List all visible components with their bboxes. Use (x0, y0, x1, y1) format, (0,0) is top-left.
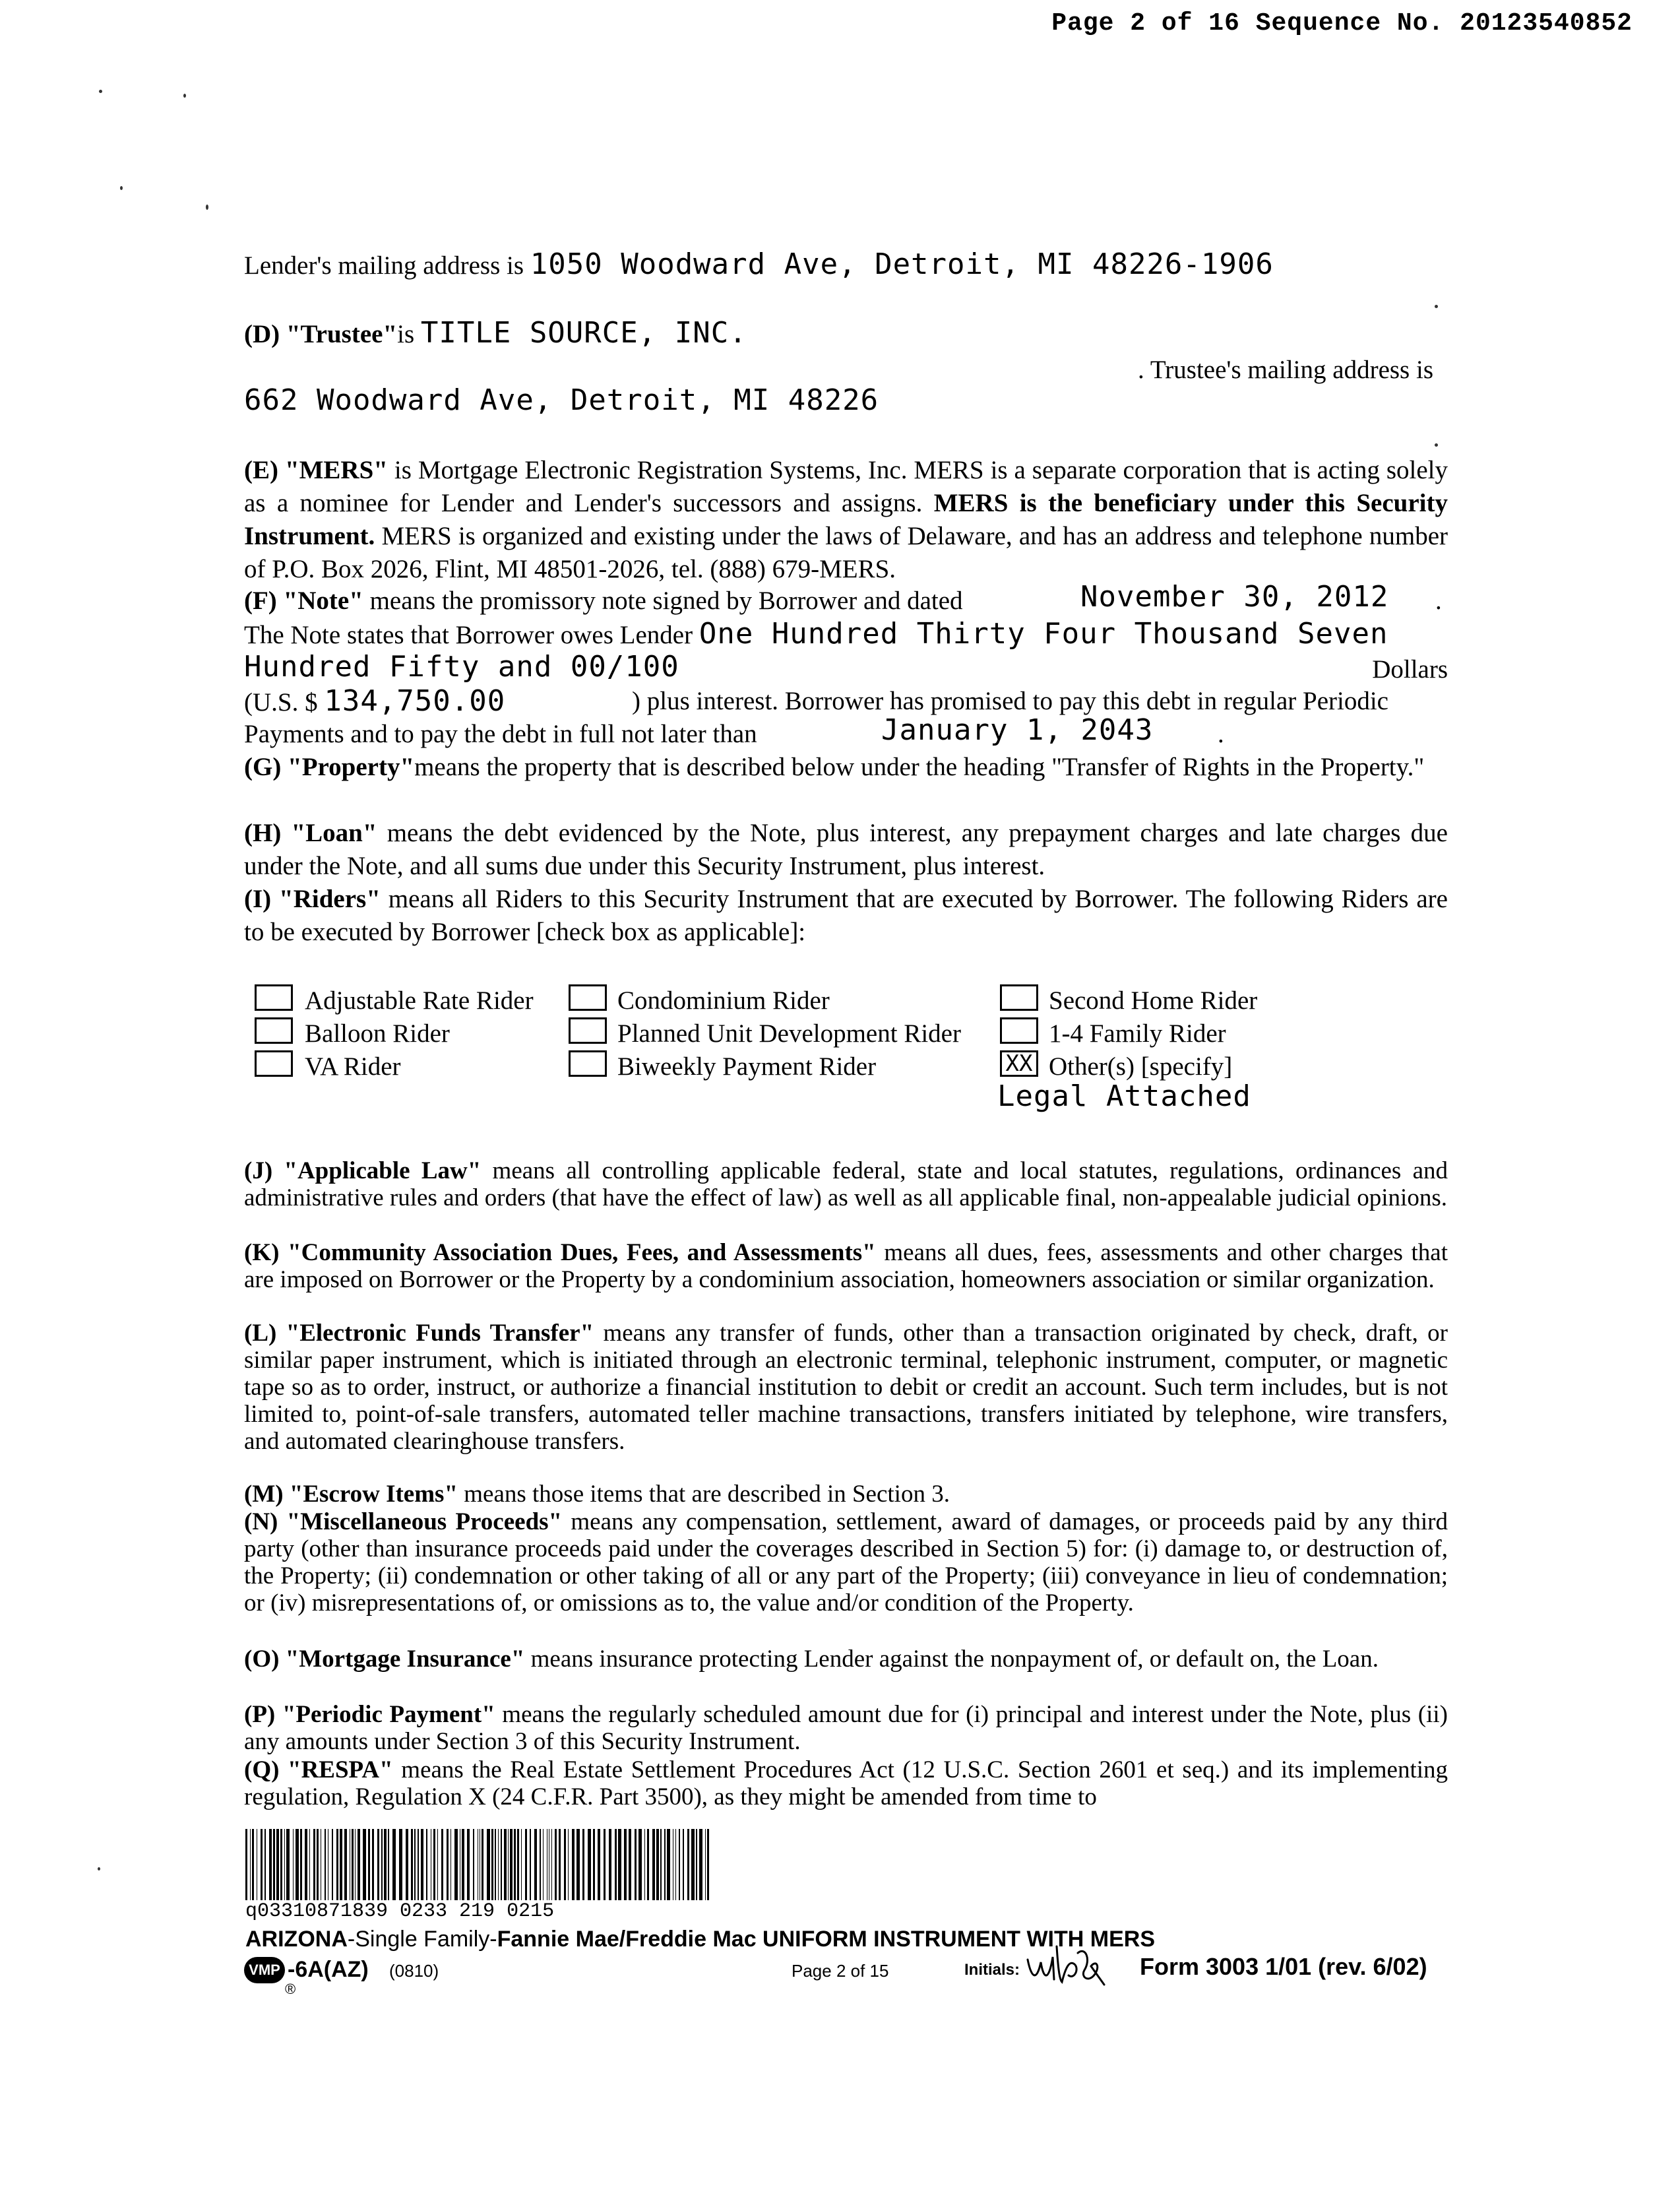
rider-label: Planned Unit Development Rider (617, 1019, 961, 1048)
rider-checkbox[interactable] (1000, 984, 1038, 1011)
loan-term: (H) "Loan" (244, 819, 377, 847)
rider-checkbox[interactable] (255, 1017, 293, 1044)
lender-address-value: 1050 Woodward Ave, Detroit, MI 48226-1906 (530, 247, 1274, 281)
eft-text: means any transfer of funds, other than a transaction originated by check, draft, or similar paper instrument, which is initiated through an electronic terminal, telephonic instrument, computer, or magnetic tape so as to order, instruct, or authorize a financial institution to debit or credit an account. Such term includes, but is not limited to, point-of-sale transfers, automated teller machine transactions, transfers initiated by telephone, wire transfers, and automated clearinghouse transfers. (244, 1320, 1448, 1455)
scan-speck (1435, 443, 1438, 447)
registered-mark: ® (285, 1981, 296, 1997)
form-title-a: -Single Family- (347, 1927, 497, 1952)
riders-term: (I) "Riders" (244, 885, 381, 913)
rider-label: Balloon Rider (305, 1019, 450, 1048)
barcode-image (245, 1829, 714, 1900)
note-line-3 (244, 652, 1448, 684)
mers-text-2: MERS is organized and existing under the laws of Delaware, and has an address and telephone number of P.O. Box 2026, Flint, MI 48501-2026, tel. (888) 679-MERS. (244, 522, 1448, 583)
rider-checkbox[interactable] (255, 1050, 293, 1077)
sequence-header: Page 2 of 16 Sequence No. 20123540852 (1051, 9, 1633, 38)
applicable-law-text: means all controlling applicable federal, state and local statutes, regulations, ordinances and administrative rules and orders (that have the effect of law) as well as all applicable final, non-appealable judicial opinions. (244, 1157, 1448, 1211)
rider-label: Biweekly Payment Rider (617, 1052, 877, 1081)
form-title-b: Fannie Mae/Freddie Mac UNIFORM INSTRUMENT WITH MERS (497, 1927, 1155, 1952)
form-title (245, 1927, 1155, 1952)
misc-proceeds-text: means any compensation, settlement, award of damages, or proceeds paid by any third party (other than insurance proceeds paid under the coverages described in Section 5) for: (i) damage to, or destruction of, the Property; (ii) condemnation or other taking of all or any part of the Property; (iii) conveyance in lieu of condemnation; or (iv) misrepresentations of, or omissions as to, the value and/or condition of the Property. (244, 1508, 1448, 1616)
note-date: November 30, 2012 (1080, 580, 1389, 614)
escrow-term: (M) "Escrow Items" (244, 1481, 458, 1508)
misc-proceeds-definition (244, 1508, 1448, 1616)
escrow-text: means those items that are described in Section 3. (458, 1481, 950, 1508)
form-date: (0810) (389, 1961, 439, 1981)
periodic-payment-term: (P) "Periodic Payment" (244, 1701, 495, 1728)
riders-definition (244, 883, 1448, 949)
initials-signature (1022, 1933, 1121, 1993)
barcode-number: q03310871839 0233 219 0215 (245, 1900, 555, 1923)
rider-checkbox[interactable] (569, 1017, 607, 1044)
rider-label: Second Home Rider (1049, 986, 1258, 1015)
scan-speck (98, 1867, 100, 1871)
note-maturity-period: . (1218, 720, 1224, 748)
escrow-definition (244, 1481, 1448, 1508)
loan-text: means the debt evidenced by the Note, plus interest, any prepayment charges and late charges due under the Note, and all sums due under this Security Instrument, plus interest. (244, 819, 1448, 880)
note-text-2: The Note states that Borrower owes Lender (244, 621, 693, 649)
mortgage-insurance-definition (244, 1646, 1448, 1673)
scan-speck (206, 205, 208, 210)
rider-checkbox-other[interactable] (1000, 1050, 1038, 1077)
misc-proceeds-term: (N) "Miscellaneous Proceeds" (244, 1508, 563, 1535)
rider-checkbox[interactable] (569, 984, 607, 1011)
trustee-address-label: . Trustee's mailing address is (1138, 356, 1433, 384)
respa-term: (Q) "RESPA" (244, 1756, 393, 1783)
note-amount-words-1: One Hundred Thirty Four Thousand Seven (699, 617, 1388, 651)
note-text-4: Payments and to pay the debt in full not later than (244, 720, 757, 748)
mers-term: (E) "MERS" (244, 456, 388, 484)
rider-label: Condominium Rider (617, 986, 830, 1015)
periodic-payment-text: means the regularly scheduled amount due for (i) principal and interest under the Note, plus (ii) any amounts under Section 3 of this Security Instrument. (244, 1701, 1448, 1755)
rider-label: Adjustable Rate Rider (305, 986, 534, 1015)
applicable-law-definition (244, 1157, 1448, 1211)
mortgage-insurance-text: means insurance protecting Lender against the nonpayment of, or default on, the Loan. (524, 1646, 1379, 1673)
mers-text-1: is Mortgage Electronic Registration Systems, Inc. MERS is a separate corporation that is acting solely as a nominee for Lender and Lender's successors and assigns. (244, 456, 1448, 517)
eft-definition (244, 1320, 1448, 1455)
note-period: . (1435, 587, 1442, 615)
note-line-2 (244, 619, 1448, 651)
note-amount: 134,750.00 (324, 684, 506, 718)
note-line-1 (244, 580, 1448, 616)
trustee-name: TITLE SOURCE, INC. (420, 316, 747, 350)
property-term: (G) "Property" (244, 753, 415, 781)
lender-address-label: Lender's mailing address is (244, 251, 524, 280)
mortgage-insurance-term: (O) "Mortgage Insurance" (244, 1646, 525, 1673)
riders-text: means all Riders to this Security Instrument that are executed by Borrower. The following Riders are to be executed by Borrower [check box as applicable]: (244, 885, 1448, 946)
property-text: means the property that is described below under the heading "Transfer of Rights in the Property." (414, 753, 1425, 781)
property-definition (244, 751, 1448, 784)
note-line-5 (244, 713, 1448, 750)
community-definition (244, 1239, 1448, 1293)
mers-definition (244, 454, 1448, 586)
respa-text: means the Real Estate Settlement Procedures Act (12 U.S.C. Section 2601 et seq.) and its implementing regulation, Regulation X (24 C.F.R. Part 3500), as they might be amended from time to (244, 1756, 1448, 1810)
trustee-is: is (397, 320, 415, 348)
scan-speck (120, 186, 123, 190)
initials-label: Initials: (964, 1961, 1020, 1979)
loan-definition (244, 817, 1448, 883)
rider-label: 1-4 Family Rider (1049, 1019, 1226, 1048)
rider-label: Other(s) [specify] (1049, 1052, 1233, 1081)
trustee-address: 662 Woodward Ave, Detroit, MI 48226 (244, 383, 879, 417)
trustee-line (244, 318, 1448, 350)
note-us-prefix: (U.S. $ (244, 688, 318, 717)
rider-other-specify: Legal Attached (997, 1079, 1251, 1113)
form-code: -6A(AZ) (288, 1957, 369, 1982)
trustee-term: (D) "Trustee" (244, 320, 398, 348)
rider-check-mark: XX (1005, 1050, 1033, 1077)
lender-address-line (244, 249, 1448, 281)
note-line-4 (244, 686, 1448, 718)
note-term: (F) "Note" (244, 587, 363, 615)
respa-definition (244, 1756, 1448, 1810)
eft-term: (L) "Electronic Funds Transfer" (244, 1320, 594, 1347)
note-text-3: ) plus interest. Borrower has promised to pay this debt in regular Periodic (632, 687, 1388, 715)
note-dollars: Dollars (1372, 655, 1448, 684)
rider-checkbox[interactable] (569, 1050, 607, 1077)
note-amount-words-2: Hundred Fifty and 00/100 (244, 650, 679, 684)
periodic-payment-definition (244, 1701, 1448, 1755)
note-maturity: January 1, 2043 (881, 713, 1154, 747)
community-text: means all dues, fees, assessments and other charges that are imposed on Borrower or the Property by a condominium association, homeowners association or similar organization. (244, 1239, 1448, 1293)
scan-speck (99, 90, 102, 93)
rider-checkbox[interactable] (1000, 1017, 1038, 1044)
applicable-law-term: (J) "Applicable Law" (244, 1157, 482, 1184)
community-term: (K) "Community Association Dues, Fees, and Assessments" (244, 1239, 876, 1266)
vmp-logo: VMP (244, 1957, 285, 1983)
scan-speck (1435, 305, 1438, 308)
rider-checkbox[interactable] (255, 984, 293, 1011)
mers-bold-statement: MERS is the beneficiary under this Security Instrument. (244, 489, 1448, 550)
form-title-state: ARIZONA (245, 1927, 348, 1952)
scan-speck (183, 94, 186, 98)
page-number: Page 2 of 15 (792, 1961, 889, 1981)
form-number: Form 3003 1/01 (rev. 6/02) (1140, 1953, 1427, 1980)
rider-label: VA Rider (305, 1052, 401, 1081)
note-text-1: means the promissory note signed by Borrower and dated (369, 587, 963, 615)
